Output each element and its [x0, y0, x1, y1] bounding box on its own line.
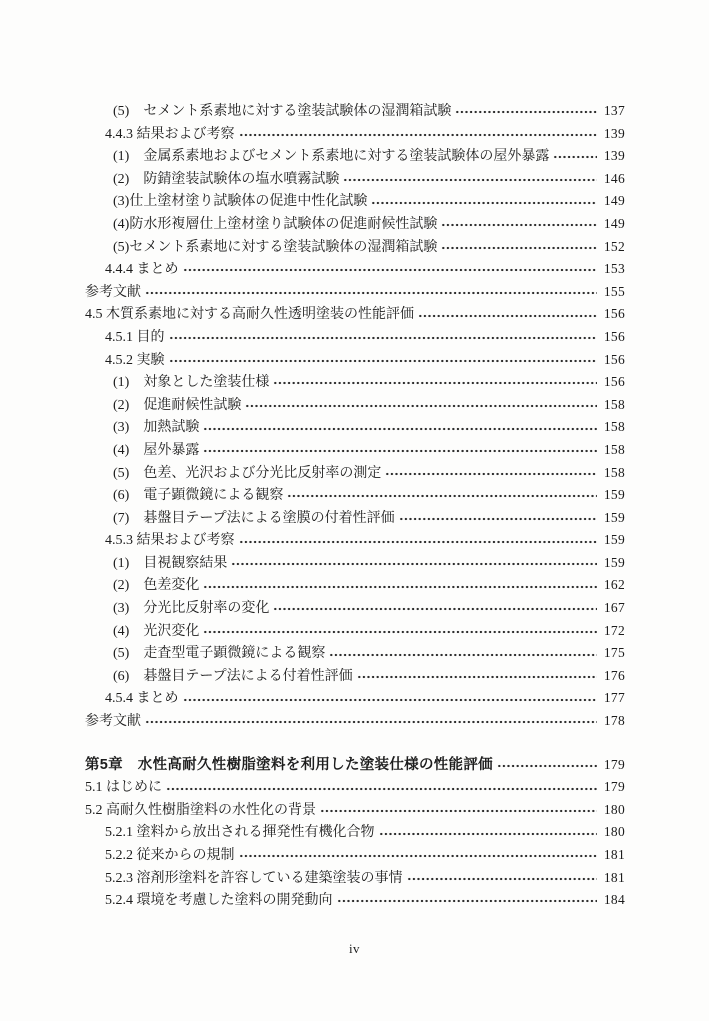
dot-leader — [418, 314, 597, 318]
toc-entry-page: 167 — [603, 600, 625, 616]
toc-entry — [85, 303, 625, 326]
toc-entry-label: (1) 金属系素地およびセメント系素地に対する塗装試験体の屋外暴露 — [113, 149, 550, 165]
dot-leader — [497, 764, 597, 768]
toc-entry-label: 4.5 木質系素地に対する高耐久性透明塗装の性能評価 — [85, 307, 414, 323]
toc-entry — [85, 258, 625, 281]
footer-page-number: iv — [348, 941, 361, 956]
toc-entry — [85, 213, 625, 236]
toc-entry-page: 176 — [603, 667, 625, 683]
dot-leader — [239, 133, 598, 137]
toc-entry — [85, 529, 625, 552]
toc-entry — [85, 597, 625, 620]
dot-leader — [329, 653, 597, 657]
toc-entry-label: 5.2.2 従来からの規制 — [105, 848, 235, 863]
dot-leader — [385, 472, 597, 476]
dot-leader — [441, 223, 597, 227]
toc-entry — [85, 620, 625, 643]
dot-leader — [553, 155, 597, 159]
dot-leader — [287, 494, 597, 498]
toc-entry — [85, 168, 625, 191]
toc-entry — [85, 281, 625, 304]
toc-entry-page: 158 — [603, 419, 625, 435]
toc-entry-label: (4)防水形複層仕上塗材塗り試験体の促進耐候性試験 — [113, 216, 438, 232]
dot-leader — [145, 720, 597, 724]
dot-leader — [441, 246, 597, 250]
toc-entry-page: 181 — [603, 847, 625, 862]
toc-entry — [85, 326, 625, 349]
toc-entry — [85, 552, 625, 575]
toc-entry-page: 179 — [603, 779, 625, 795]
dot-leader — [145, 291, 597, 295]
toc-entry-label: 5.2 高耐久性樹脂塗料の水性化の背景 — [85, 802, 316, 818]
toc-entry-page: 137 — [603, 103, 625, 118]
dot-leader — [169, 336, 598, 340]
dot-leader — [203, 630, 597, 634]
toc-entry — [85, 123, 625, 146]
toc-entry-page: 149 — [603, 215, 625, 231]
toc-entry — [85, 507, 625, 530]
toc-entry — [85, 710, 625, 733]
dot-leader — [320, 809, 597, 813]
toc-entry-label: 5.1 はじめに — [85, 780, 162, 796]
dot-leader — [203, 427, 597, 431]
toc-entry-label: 第5章 水性高耐久性樹脂塗料を利用した塗装仕様の性能評価 — [85, 756, 493, 773]
toc-entry-page: 149 — [603, 193, 625, 209]
toc-entry-label: (3) 加熱試験 — [113, 420, 200, 436]
toc-entry-page: 153 — [603, 261, 625, 277]
toc-entry-label: 4.5.1 目的 — [105, 329, 165, 345]
toc-entry-page: 179 — [603, 756, 625, 772]
toc-list — [85, 100, 625, 912]
dot-leader — [273, 607, 597, 611]
toc-entry-page: 139 — [603, 148, 625, 164]
toc-entry — [85, 799, 625, 822]
toc-entry-page: 156 — [603, 328, 625, 344]
toc-entry — [85, 100, 625, 123]
toc-entry — [85, 439, 625, 462]
toc-entry-label: 参考文献 — [85, 714, 141, 730]
toc-entry-label: (6) 碁盤目テープ法による付着性評価 — [113, 668, 353, 684]
toc-entry-page: 158 — [603, 441, 625, 457]
toc-entry-label: 5.2.3 溶剤形塗料を許容している建築塗装の事情 — [105, 870, 403, 886]
toc-entry-page: 146 — [603, 170, 625, 186]
toc-entry-label: (2) 色差変化 — [113, 578, 200, 594]
dot-leader — [337, 899, 598, 903]
toc-entry-label: (5) 走査型電子顕微鏡による観察 — [113, 646, 326, 662]
dot-leader — [231, 562, 597, 566]
dot-leader — [239, 854, 598, 858]
dot-leader — [245, 404, 597, 408]
toc-entry-page: 180 — [603, 801, 625, 817]
toc-entry-label: (2) 防錆塗装試験体の塩水噴霧試験 — [113, 171, 340, 187]
toc-entry-label: 4.5.2 実験 — [105, 352, 165, 368]
toc-entry — [85, 371, 625, 394]
dot-leader — [203, 585, 597, 589]
dot-leader — [183, 268, 598, 272]
toc-entry — [85, 665, 625, 688]
toc-entry-page: 156 — [603, 374, 625, 390]
toc-entry-page: 184 — [603, 892, 625, 908]
dot-leader — [239, 540, 598, 544]
toc-entry-label: (1) 目視観察結果 — [113, 555, 228, 571]
dot-leader — [273, 381, 597, 385]
toc-entry-label: (7) 碁盤目テープ法による塗膜の付着性評価 — [113, 510, 395, 526]
toc-entry-label: (5)セメント系素地に対する塗装試験体の湿潤箱試験 — [113, 239, 438, 255]
toc-entry-label: (1) 対象とした塗装仕様 — [113, 375, 270, 391]
toc-entry-page: 152 — [603, 238, 625, 254]
toc-entry-page: 177 — [603, 690, 625, 706]
toc-entry-label: (2) 促進耐候性試験 — [113, 397, 242, 413]
toc-entry-page: 162 — [603, 577, 625, 593]
toc-entry — [85, 416, 625, 439]
toc-entry-page: 181 — [603, 869, 625, 885]
dot-leader — [357, 675, 597, 679]
toc-entry-label: 4.4.3 結果および考察 — [105, 126, 235, 142]
toc-entry-page: 156 — [603, 351, 625, 367]
toc-entry — [85, 574, 625, 597]
dot-leader — [379, 832, 598, 836]
toc-entry — [85, 776, 625, 799]
toc-entry — [85, 145, 625, 168]
toc-entry-page: 178 — [603, 713, 625, 729]
toc-entry-label: 4.5.4 まとめ — [105, 691, 179, 707]
toc-entry — [85, 642, 625, 665]
toc-entry — [85, 844, 625, 867]
toc-entry-label: (5) 色差、光沢および分光比反射率の測定 — [113, 465, 382, 481]
dot-leader — [343, 178, 597, 182]
toc-entry-label: (3) 分光比反射率の変化 — [113, 601, 270, 617]
toc-entry — [85, 462, 625, 485]
toc-entry-label: 4.5.3 結果および考察 — [105, 533, 235, 549]
dot-leader — [399, 517, 597, 521]
dot-leader — [166, 787, 597, 791]
dot-leader — [169, 359, 598, 363]
toc-entry — [85, 236, 625, 259]
toc-entry-page: 159 — [603, 532, 625, 548]
toc-entry — [85, 867, 625, 890]
toc-entry-page: 158 — [603, 396, 625, 412]
toc-entry-page: 156 — [603, 306, 625, 322]
toc-entry — [85, 394, 625, 417]
toc-entry-page: 159 — [603, 509, 625, 525]
toc-entry-page: 155 — [603, 283, 625, 299]
toc-entry — [85, 754, 625, 777]
toc-entry — [85, 889, 625, 912]
toc-entry-label: (3)仕上塗材塗り試験体の促進中性化試験 — [113, 194, 368, 210]
dot-leader — [407, 877, 598, 881]
toc-entry-label: (4) 屋外暴露 — [113, 442, 200, 458]
toc-entry — [85, 687, 625, 710]
dot-leader — [183, 698, 598, 702]
toc-entry-page: 180 — [603, 824, 625, 840]
dot-leader — [371, 201, 597, 205]
toc-entry — [85, 349, 625, 372]
toc-entry-label: 5.2.1 塗料から放出される揮発性有機化合物 — [105, 825, 375, 841]
toc-entry-page: 159 — [603, 554, 625, 570]
toc-entry-label: 参考文献 — [85, 284, 141, 300]
toc-entry-label: (6) 電子顕微鏡による観察 — [113, 488, 284, 504]
toc-entry — [85, 821, 625, 844]
toc-entry — [85, 190, 625, 213]
toc-entry-label: 5.2.4 環境を考慮した塗料の開発動向 — [105, 893, 333, 909]
toc-entry-page: 159 — [603, 487, 625, 503]
toc-entry-label: 4.4.4 まとめ — [105, 262, 179, 278]
toc-entry-page: 139 — [603, 125, 625, 141]
dot-leader — [203, 449, 597, 453]
toc-entry-label: (4) 光沢変化 — [113, 623, 200, 639]
dot-leader — [455, 110, 597, 114]
toc-entry — [85, 484, 625, 507]
toc-entry-page: 172 — [603, 622, 625, 638]
toc-entry-page: 158 — [603, 464, 625, 480]
toc-entry-label: (5) セメント系素地に対する塗装試験体の湿潤箱試験 — [113, 104, 452, 119]
toc-entry-page: 175 — [603, 645, 625, 661]
